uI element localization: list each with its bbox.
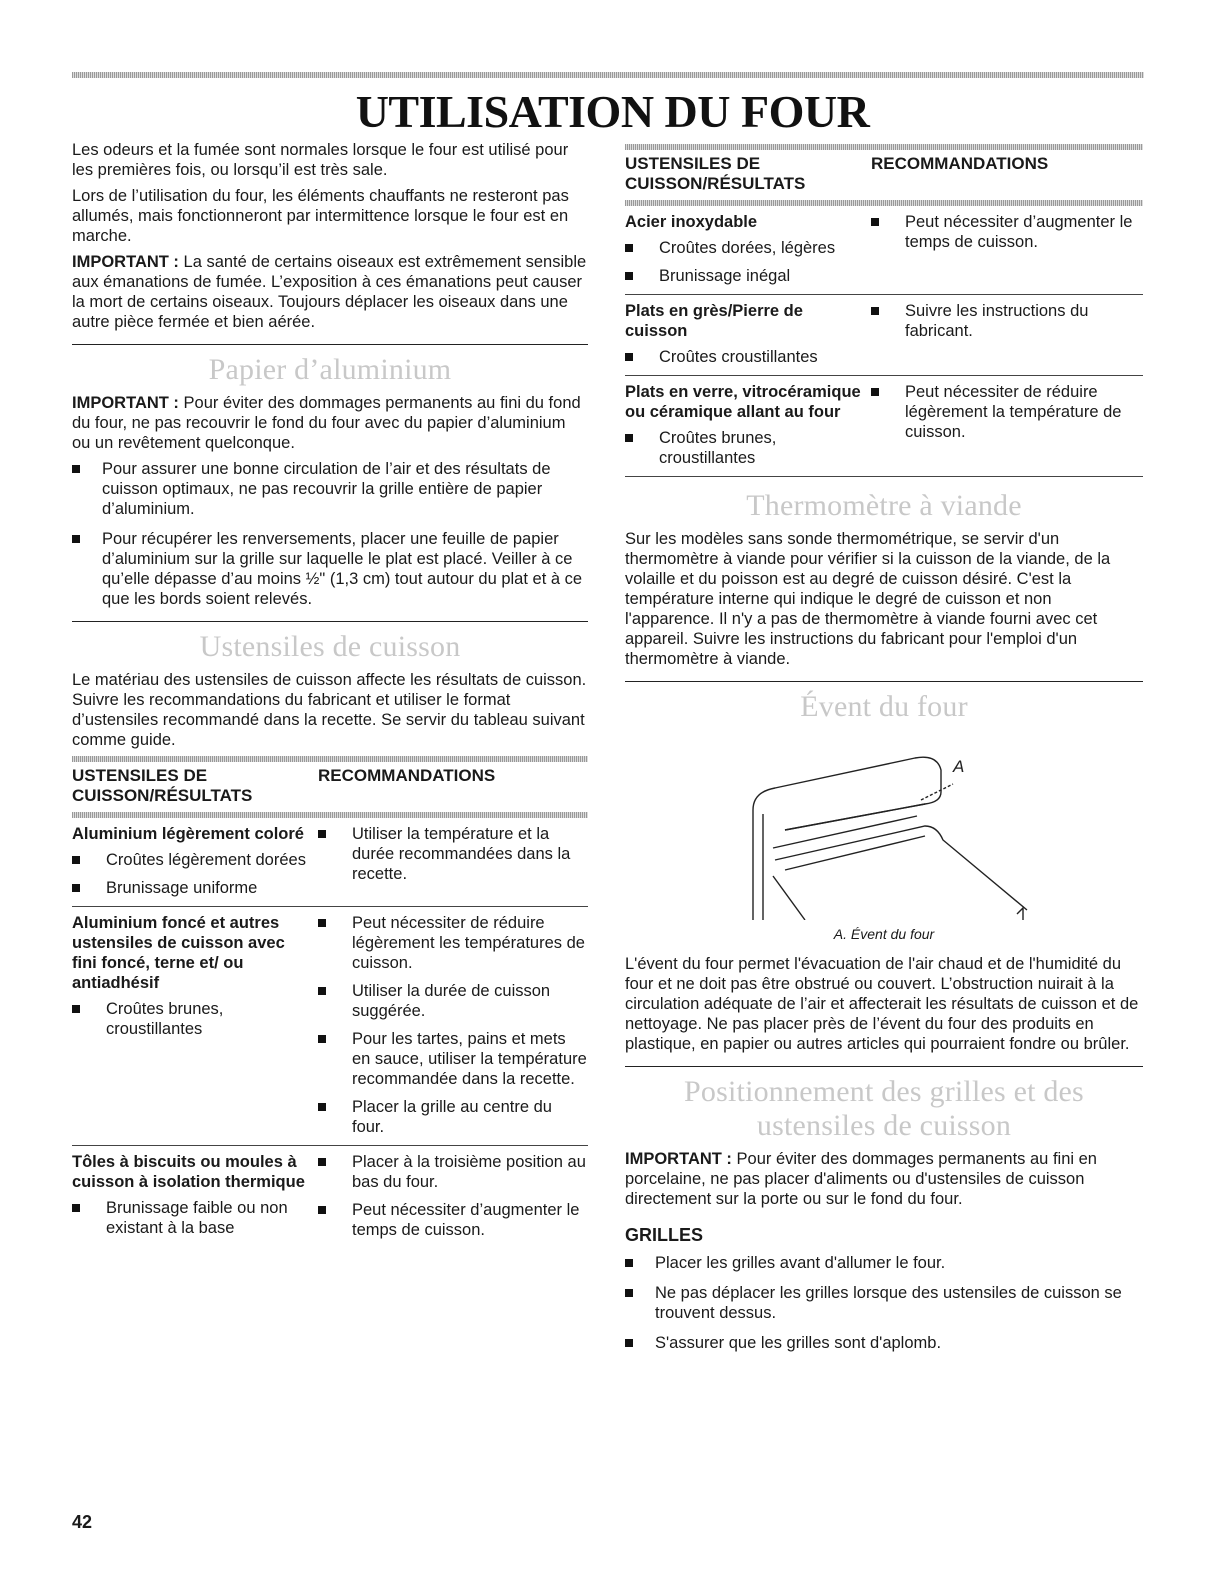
table-header — [72, 762, 588, 812]
right-column — [625, 144, 1143, 1363]
table-material: Tôles à biscuits ou moules à cuisson à isolation thermique — [72, 1153, 305, 1191]
table-header — [625, 150, 1143, 200]
section-divider — [625, 681, 1143, 682]
table-header-col1: USTENSILES DE CUISSON/RÉSULTATS — [625, 154, 806, 193]
table-material: Plats en grès/Pierre de cuisson — [625, 302, 803, 340]
cookware-table-left — [72, 756, 588, 1248]
thermometer-paragraph: Sur les modèles sans sonde thermométrique, se servir d'un thermomètre à viande pour vérifier si la cuisson de la viande, de la volaille et du poisson est au degré de cuisson désiré. C'est la température interne qui indique le degré de cuisson et non l'apparence. Il n'y a pas de thermomètre à viande fourni avec cet appareil. Suivre les instructions du fabricant pour l'emploi d'un thermomètre à viande. — [625, 530, 1111, 668]
list-item: Peut nécessiter d’augmenter le temps de cuisson. — [871, 212, 1143, 252]
table-material: Aluminium foncé et autres ustensiles de cuisson avec fini foncé, terne et/ ou antiadhésif — [72, 914, 285, 992]
foil-important-paragraph — [72, 393, 588, 453]
important-label: IMPORTANT : — [72, 253, 179, 271]
intro-paragraph-2: Lors de l’utilisation du four, les éléments chauffants ne resteront pas allumés, mais fonctionneront par intermittence lorsque le four est en marche. — [72, 187, 569, 245]
cookware-section-title: Ustensiles de cuisson — [199, 630, 461, 663]
positioning-section-title: Positionnement des grilles et des ustensiles de cuisson — [684, 1075, 1084, 1142]
section-divider — [625, 1066, 1143, 1067]
important-birds-paragraph — [72, 252, 588, 332]
positioning-important-text: Pour éviter des dommages permanents au fini en porcelaine, ne pas placer d'aliments ou d'ustensiles de cuisson directement sur la porte ou sur le fond du four. — [625, 1150, 1097, 1208]
important-label: IMPORTANT : — [625, 1150, 732, 1168]
table-header-col1: USTENSILES DE CUISSON/RÉSULTATS — [72, 766, 253, 805]
vent-section-title: Évent du four — [800, 690, 968, 723]
left-column — [72, 140, 588, 1248]
page-title: UTILISATION DU FOUR — [355, 86, 870, 137]
table-header-col2: RECOMMANDATIONS — [318, 766, 496, 785]
list-item: Pour récupérer les renversements, placer une feuille de papier d’aluminium sur la grille sur laquelle le plat est placé. Veiller à ce qu’elle dépasse d’au moins ½" (1,3 cm) tout autour du plat et à ce que les bords soient relevés. — [72, 529, 588, 609]
list-item: Croûtes dorées, légères — [625, 238, 863, 258]
list-item: Peut nécessiter de réduire légèrement la température de cuisson. — [871, 382, 1143, 442]
table-row — [625, 376, 1143, 477]
list-item: Croûtes légèrement dorées — [72, 850, 310, 870]
list-item: Brunissage inégal — [625, 266, 863, 286]
list-item: Croûtes croustillantes — [625, 347, 863, 367]
table-material: Aluminium légèrement coloré — [72, 825, 304, 843]
important-birds-text: La santé de certains oiseaux est extrêmement sensible aux émanations de fumée. L’exposition à ces émanations peut causer la mort de certains oiseaux. Toujours déplacer les oiseaux dans une autre pièce fermée et bien aérée. — [72, 253, 587, 331]
list-item: Utiliser la température et la durée recommandées dans la recette. — [318, 824, 588, 884]
list-item: Placer les grilles avant d'allumer le four. — [625, 1253, 1143, 1273]
cookware-paragraph: Le matériau des ustensiles de cuisson affecte les résultats de cuisson. Suivre les recommandations du fabricant et utiliser le format d’ustensiles recommandé dans la recette. Se servir du tableau suivant comme guide. — [72, 671, 587, 749]
positioning-important-paragraph — [625, 1149, 1143, 1209]
thermometer-section-title: Thermomètre à viande — [746, 489, 1022, 522]
foil-important-text: Pour éviter des dommages permanents au fini du fond du four, ne pas recouvrir le fond du four avec du papier d’aluminium ou un revêtement quelconque. — [72, 394, 581, 452]
oven-vent-illustration — [625, 730, 1143, 920]
list-item: Peut nécessiter de réduire légèrement les températures de cuisson. — [318, 913, 588, 973]
section-divider — [72, 344, 588, 345]
top-hatched-bar — [72, 72, 1144, 78]
intro-paragraph-1: Les odeurs et la fumée sont normales lorsque le four est utilisé pour les premières fois, ou lorsqu’il est très sale. — [72, 141, 569, 179]
list-item: Brunissage faible ou non existant à la base — [72, 1198, 310, 1238]
list-item: Pour les tartes, pains et mets en sauce, utiliser la température recommandée dans la recette. — [318, 1029, 588, 1089]
grilles-subheading: GRILLES — [625, 1225, 704, 1245]
list-item: Brunissage uniforme — [72, 878, 310, 898]
page-number: 42 — [72, 1512, 93, 1532]
section-divider — [72, 621, 588, 622]
table-row — [625, 295, 1143, 376]
table-row — [72, 1146, 588, 1248]
list-item: Ne pas déplacer les grilles lorsque des ustensiles de cuisson se trouvent dessus. — [625, 1283, 1143, 1323]
figure-label-A: A — [953, 757, 965, 776]
table-material: Plats en verre, vitrocéramique ou céramique allant au four — [625, 383, 861, 421]
list-item: S'assurer que les grilles sont d'aplomb. — [625, 1333, 1143, 1353]
figure-caption: A. Évent du four — [833, 926, 935, 942]
table-row — [72, 907, 588, 1146]
list-item: Suivre les instructions du fabricant. — [871, 301, 1143, 341]
table-row — [625, 206, 1143, 295]
list-item: Peut nécessiter d’augmenter le temps de cuisson. — [318, 1200, 588, 1240]
list-item: Utiliser la durée de cuisson suggérée. — [318, 981, 588, 1021]
table-material: Acier inoxydable — [625, 213, 758, 231]
foil-section-title: Papier d’aluminium — [208, 353, 452, 386]
oven-vent-figure — [625, 730, 1143, 920]
important-label: IMPORTANT : — [72, 394, 179, 412]
list-item: Placer la grille au centre du four. — [318, 1097, 588, 1137]
cookware-table-right — [625, 144, 1143, 477]
foil-bullet-list — [72, 459, 588, 609]
list-item: Pour assurer une bonne circulation de l’air et des résultats de cuisson optimaux, ne pas recouvrir la grille entière de papier d’aluminium. — [72, 459, 588, 519]
vent-paragraph: L'évent du four permet l'évacuation de l'air chaud et de l'humidité du four et ne doit pas être obstrué ou couvert. L’obstruction nuirait à la circulation adéquate de l’air et affecterait les résultats de cuisson et de nettoyage. Ne pas placer près de l’évent du four des produits en plastique, en papier ou autres articles qui pourraient fondre ou brûler. — [625, 955, 1139, 1053]
list-item: Croûtes brunes, croustillantes — [72, 999, 310, 1039]
grilles-bullet-list — [625, 1253, 1143, 1353]
table-header-col2: RECOMMANDATIONS — [871, 154, 1049, 173]
list-item: Croûtes brunes, croustillantes — [625, 428, 863, 468]
list-item: Placer à la troisième position au bas du four. — [318, 1152, 588, 1192]
table-row — [72, 818, 588, 907]
